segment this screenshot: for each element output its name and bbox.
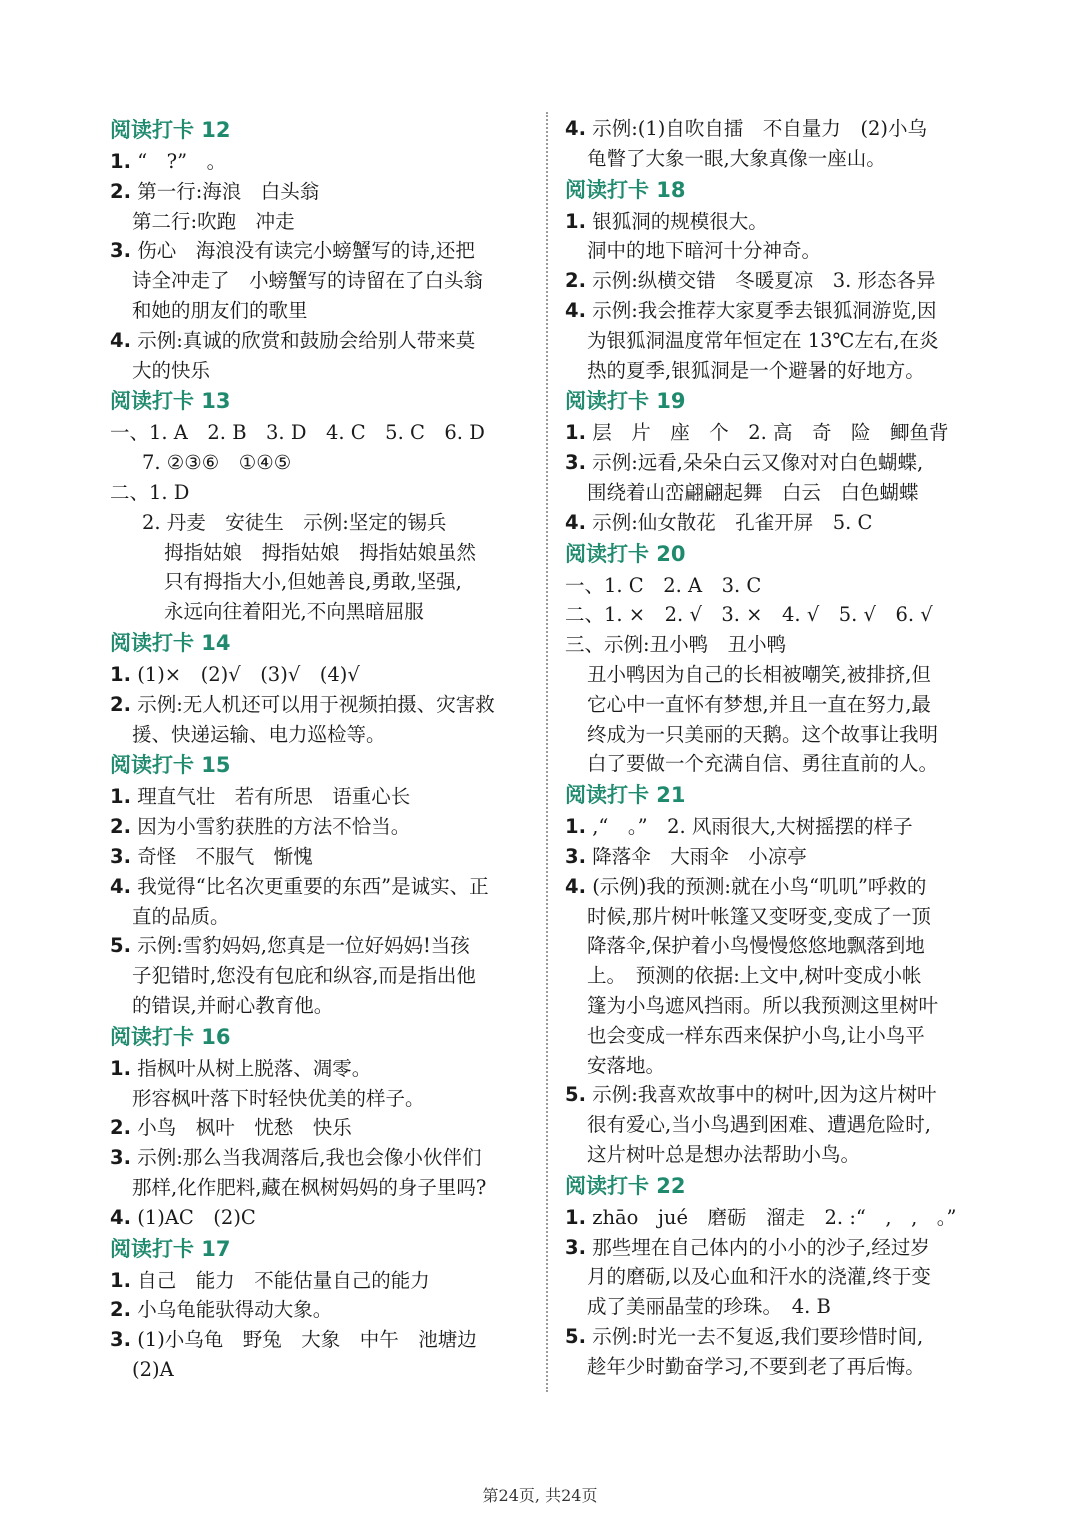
answer-text: 伤心 海浪没有读完小螃蟹写的诗,还把: [137, 239, 475, 263]
answer-text: 示例:我会推荐大家夏季去银狐洞游览,因: [592, 298, 937, 322]
answer-text: 龟瞥了大象一眼,大象真像一座山。: [587, 146, 886, 170]
section-title: 阅读打卡 18: [565, 177, 686, 202]
answer-text: zhāo jué 磨砺 溜走 2. :“ , , 。”: [592, 1205, 957, 1229]
answer-text: (1)AC (2)C: [137, 1205, 256, 1229]
answer-line: [110, 356, 535, 386]
question-number: 2.: [110, 815, 131, 839]
question-number: 2.: [110, 1116, 131, 1140]
answer-line: [565, 600, 985, 630]
answer-text: 直的品质。: [132, 904, 230, 928]
answer-text: 二、1. D: [110, 480, 190, 504]
answer-line: [565, 266, 985, 296]
answer-text: 三、示例:丑小鸭 丑小鸭: [565, 633, 787, 657]
answer-line: [565, 630, 985, 660]
answer-line: [565, 114, 985, 144]
answer-text: 一、1. A 2. B 3. D 4. C 5. C 6. D: [110, 421, 485, 445]
answer-text: 第一行:海浪 白头翁: [137, 179, 320, 203]
answer-line: [565, 1262, 985, 1292]
answer-text: 安落地。: [587, 1053, 666, 1077]
answer-text: 示例:雪豹妈妈,您真是一位好妈妈!当孩: [137, 934, 470, 958]
answer-line: [110, 902, 535, 932]
answer-line: [110, 690, 535, 720]
answer-text: 降落伞 大雨伞 小凉亭: [592, 844, 807, 868]
answer-text: 那些埋在自己体内的小小的沙子,经过岁: [592, 1235, 930, 1259]
question-number: 3.: [565, 844, 586, 868]
answer-text: 那样,化作肥料,藏在枫树妈妈的身子里吗?: [132, 1175, 487, 1199]
answer-text: 篷为小鸟遮风挡雨。所以我预测这里树叶: [587, 993, 939, 1017]
question-number: 1.: [110, 1268, 131, 1292]
answer-line: [565, 902, 985, 932]
answer-line: [110, 961, 535, 991]
answer-line: [565, 991, 985, 1021]
question-number: 1.: [110, 1056, 131, 1080]
answer-line: [110, 991, 535, 1021]
answer-text: 子犯错时,您没有包庇和纵容,而是指出他: [132, 964, 476, 988]
answer-text: 这片树叶总是想办法帮助小鸟。: [587, 1142, 861, 1166]
answer-text: 因为小雪豹获胜的方法不恰当。: [137, 815, 411, 839]
answer-text: 诗全冲走了 小螃蟹写的诗留在了白头翁: [132, 269, 484, 293]
question-number: 4.: [565, 510, 586, 534]
answer-text: 只有拇指大小,但她善良,勇敢,坚强,: [164, 570, 462, 594]
section-title: 阅读打卡 17: [110, 1236, 231, 1261]
answer-line: [110, 266, 535, 296]
answer-section: [565, 114, 985, 174]
question-number: 4.: [110, 874, 131, 898]
answer-text: (1)× (2)√ (3)√ (4)√: [137, 662, 360, 686]
answer-text: 示例:无人机还可以用于视频拍摄、灾害救: [137, 692, 495, 716]
answer-line: [110, 812, 535, 842]
answer-line: [565, 1322, 985, 1352]
answer-text: 层 片 座 个 2. 高 奇 险 鲫鱼背: [592, 421, 949, 445]
answer-line: [110, 177, 535, 207]
question-number: 3.: [110, 844, 131, 868]
answer-text: 它心中一直怀有梦想,并且一直在努力,最: [587, 692, 931, 716]
answer-line: [110, 418, 535, 448]
answer-line: [110, 1266, 535, 1296]
section-title: 阅读打卡 21: [565, 783, 686, 808]
answer-section: [565, 538, 985, 780]
answer-line: [565, 690, 985, 720]
answer-line: [110, 1325, 535, 1355]
section-title: 阅读打卡 12: [110, 118, 231, 142]
answer-line: [110, 1054, 535, 1084]
question-number: 5.: [110, 934, 131, 958]
question-number: 3.: [110, 239, 131, 263]
answer-text: 自己 能力 不能估量自己的能力: [137, 1268, 430, 1292]
question-number: 4.: [565, 298, 586, 322]
answer-text: 围绕着山峦翩翩起舞 白云 白色蝴蝶: [587, 480, 919, 504]
question-number: 3.: [110, 1328, 131, 1352]
answer-text: 指枫叶从树上脱落、凋零。: [137, 1056, 372, 1080]
answer-line: [110, 1203, 535, 1233]
left-column: [110, 114, 535, 1385]
answer-line: [565, 812, 985, 842]
answer-text: 示例:时光一去不复返,我们要珍惜时间,: [592, 1324, 924, 1348]
answer-text: 理直气壮 若有所思 语重心长: [137, 785, 411, 809]
answer-text: 和她的朋友们的歌里: [132, 298, 308, 322]
question-number: 3.: [565, 451, 586, 475]
question-number: 1.: [565, 815, 586, 839]
question-number: 3.: [110, 1146, 131, 1170]
answer-section: [110, 114, 535, 385]
column-divider: [546, 112, 548, 1392]
answer-line: [110, 872, 535, 902]
answer-text: 示例:真诚的欣赏和鼓励会给别人带来莫: [137, 328, 476, 352]
answer-line: [565, 931, 985, 961]
question-number: 2.: [110, 1298, 131, 1322]
answer-text: 月的磨砺,以及心血和汗水的浇灌,终于变: [587, 1265, 931, 1289]
answer-text: (示例)我的预测:就在小鸟“叽叽”呼救的: [592, 874, 927, 898]
answer-line: [110, 147, 535, 177]
answer-line: [565, 326, 985, 356]
answer-text: 一、1. C 2. A 3. C: [565, 573, 762, 597]
answer-section: [110, 749, 535, 1020]
answer-line: [565, 1051, 985, 1081]
question-number: 5.: [565, 1324, 586, 1348]
answer-section: [565, 385, 985, 537]
question-number: 3.: [565, 1235, 586, 1259]
answer-line: [110, 660, 535, 690]
section-title: 阅读打卡 22: [565, 1173, 686, 1198]
answer-text: 也会变成一样东西来保护小鸟,让小鸟平: [587, 1023, 925, 1047]
answer-text: (2)A: [132, 1357, 174, 1381]
answer-text: 援、快递运输、电力巡检等。: [132, 722, 386, 746]
answer-text: 很有爱心,当小鸟遇到困难、遭遇危险时,: [587, 1113, 931, 1137]
answer-line: [110, 236, 535, 266]
answer-line: [565, 1080, 985, 1110]
answer-text: 银狐洞的规模很大。: [592, 209, 768, 233]
answer-line: [565, 1021, 985, 1051]
answer-text: 丑小鸭因为自己的长相被嘲笑,被排挤,但: [587, 662, 931, 686]
answer-line: [565, 1110, 985, 1140]
section-title: 阅读打卡 16: [110, 1024, 231, 1049]
answer-text: 时候,那片树叶帐篷又变呀变,变成了一顶: [587, 904, 931, 928]
answer-line: [565, 1352, 985, 1382]
answer-text: 我觉得“比名次更重要的东西”是诚实、正: [137, 874, 489, 898]
answer-text: “ ?” 。: [137, 150, 227, 173]
answer-section: [110, 1233, 535, 1385]
answer-section: [110, 1021, 535, 1233]
answer-line: [565, 872, 985, 902]
question-number: 4.: [110, 1205, 131, 1229]
answer-text: 示例:我喜欢故事中的树叶,因为这片树叶: [592, 1083, 937, 1107]
answer-text: 永远向往着阳光,不向黑暗屈服: [164, 600, 424, 624]
question-number: 1.: [110, 785, 131, 809]
question-number: 4.: [565, 117, 586, 140]
answer-line: [565, 478, 985, 508]
section-title: 阅读打卡 15: [110, 753, 231, 778]
answer-line: [565, 418, 985, 448]
question-number: 2.: [110, 179, 131, 203]
answer-text: 上。 预测的依据:上文中,树叶变成小帐: [587, 964, 922, 988]
answer-line: [110, 567, 535, 597]
answer-text: 大的快乐: [132, 358, 211, 382]
answer-section: [565, 1170, 985, 1382]
answer-line: [110, 448, 535, 478]
answer-line: [110, 296, 535, 326]
answer-line: [110, 720, 535, 750]
answer-text: 奇怪 不服气 惭愧: [137, 844, 313, 868]
right-column: [565, 114, 985, 1381]
answer-line: [110, 1173, 535, 1203]
answer-text: 为银狐洞温度常年恒定在 13℃左右,在炎: [587, 328, 939, 352]
answer-text: 形容枫叶落下时轻快优美的样子。: [132, 1086, 425, 1110]
question-number: 1.: [565, 421, 586, 445]
answer-text: 趁年少时勤奋学习,不要到老了再后悔。: [587, 1354, 925, 1378]
section-title: 阅读打卡 14: [110, 630, 231, 655]
answer-line: [565, 296, 985, 326]
answer-line: [110, 478, 535, 508]
answer-text: 成了美丽晶莹的珍珠。 4. B: [587, 1295, 831, 1319]
answer-section: [565, 779, 985, 1170]
answer-line: [110, 782, 535, 812]
question-number: 1.: [565, 1205, 586, 1229]
question-number: 5.: [565, 1083, 586, 1107]
answer-line: [565, 1292, 985, 1322]
answer-line: [110, 207, 535, 237]
question-number: 1.: [110, 662, 131, 686]
answer-line: [565, 236, 985, 266]
answer-line: [110, 931, 535, 961]
answer-text: 的错误,并耐心教育他。: [132, 993, 334, 1017]
answer-text: 终成为一只美丽的天鹅。这个故事让我明: [587, 722, 939, 746]
answer-line: [565, 144, 985, 174]
answer-line: [110, 842, 535, 872]
answer-line: [565, 961, 985, 991]
answer-line: [110, 1295, 535, 1325]
answer-text: 示例:纵横交错 冬暖夏凉 3. 形态各异: [592, 269, 936, 293]
answer-text: 7. ②③⑥ ①④⑤: [142, 451, 292, 475]
answer-line: [110, 1084, 535, 1114]
answer-text: 第二行:吹跑 冲走: [132, 209, 295, 233]
answer-section: [110, 627, 535, 749]
answer-text: 二、1. × 2. √ 3. × 4. √ 5. √ 6. √: [565, 603, 933, 627]
answer-text: 示例:那么当我凋落后,我也会像小伙伴们: [137, 1146, 482, 1170]
answer-line: [565, 207, 985, 237]
question-number: 2.: [565, 269, 586, 293]
page-footer: 第24页, 共24页: [482, 1486, 598, 1505]
answer-line: [565, 508, 985, 538]
question-number: 4.: [565, 874, 586, 898]
answer-line: [565, 842, 985, 872]
question-number: 2.: [110, 692, 131, 716]
answer-line: [565, 1203, 985, 1233]
answer-text: ,“ 。” 2. 风雨很大,大树摇摆的样子: [592, 815, 913, 839]
answer-line: [110, 326, 535, 356]
answer-text: 白了要做一个充满自信、勇往直前的人。: [587, 752, 939, 776]
answer-text: 小鸟 枫叶 忧愁 快乐: [137, 1116, 352, 1140]
answer-text: 拇指姑娘 拇指姑娘 拇指姑娘虽然: [164, 540, 477, 564]
answer-line: [565, 571, 985, 601]
answer-text: 示例:远看,朵朵白云又像对对白色蝴蝶,: [592, 451, 924, 475]
answer-line: [110, 1143, 535, 1173]
answer-line: [565, 356, 985, 386]
answer-section: [110, 385, 535, 627]
answer-text: 示例:仙女散花 孔雀开屏 5. C: [592, 510, 873, 534]
section-title: 阅读打卡 19: [565, 389, 686, 414]
answer-line: [110, 1113, 535, 1143]
answer-line: [565, 1233, 985, 1263]
question-number: 1.: [110, 150, 131, 173]
answer-text: 2. 丹麦 安徒生 示例:坚定的锡兵: [142, 510, 447, 534]
answer-line: [110, 1355, 535, 1385]
answer-text: 小乌龟能驮得动大象。: [137, 1298, 333, 1322]
answer-text: 洞中的地下暗河十分神奇。: [587, 239, 822, 263]
answer-line: [565, 660, 985, 690]
answer-text: 降落伞,保护着小鸟慢慢悠悠地飘落到地: [587, 934, 925, 958]
question-number: 4.: [110, 328, 131, 352]
question-number: 1.: [565, 209, 586, 233]
answer-line: [110, 597, 535, 627]
answer-line: [565, 720, 985, 750]
answer-line: [565, 1140, 985, 1170]
answer-line: [110, 508, 535, 538]
answer-section: [565, 174, 985, 386]
answer-line: [110, 538, 535, 568]
answer-text: (1)小乌龟 野兔 大象 中午 池塘边: [137, 1328, 477, 1352]
answer-text: 示例:(1)自吹自擂 不自量力 (2)小乌: [592, 117, 928, 140]
answer-line: [565, 749, 985, 779]
answer-line: [565, 448, 985, 478]
answer-text: 热的夏季,银狐洞是一个避暑的好地方。: [587, 358, 925, 382]
section-title: 阅读打卡 13: [110, 389, 231, 414]
section-title: 阅读打卡 20: [565, 541, 686, 566]
